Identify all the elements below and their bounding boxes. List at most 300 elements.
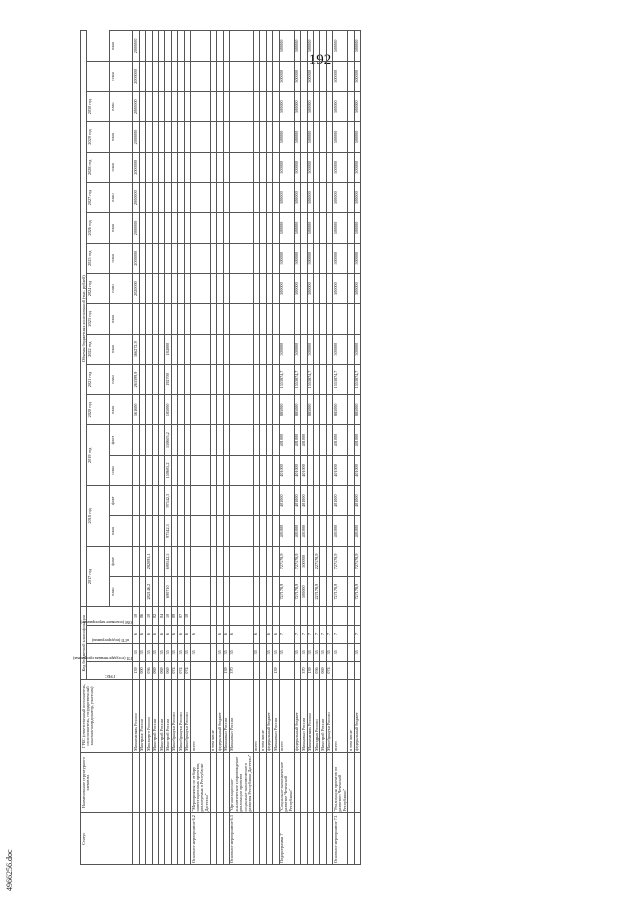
- row-value-cell: 500000: [279, 122, 294, 152]
- row-code-cell: 139: [307, 661, 313, 679]
- row-value-cell: 401000: [294, 425, 300, 455]
- row-code-cell: 069: [152, 661, 158, 679]
- row-value-cell: 1553874,7: [279, 364, 294, 394]
- header-plan: план: [110, 273, 133, 303]
- row-code-cell: 6: [152, 625, 158, 643]
- row-code-cell: 036: [146, 661, 152, 679]
- header-year-2030: 2030 год: [87, 92, 110, 122]
- row-code-cell: 069: [320, 661, 326, 679]
- row-code-cell: 06: [139, 607, 145, 625]
- row-code-cell: 6: [191, 625, 211, 643]
- row-code-cell: 000: [139, 661, 145, 679]
- row-grbs-cell: Минкомсвязь России: [133, 680, 139, 753]
- row-value-cell: 401000: [279, 516, 294, 546]
- row-code-cell: 069: [165, 661, 171, 679]
- row-value-cell: 727178,9: [294, 577, 300, 607]
- row-value-cell: 1553874,7: [307, 364, 313, 394]
- header-year-extra: [87, 61, 110, 91]
- row-code-cell: 6: [184, 625, 190, 643]
- header-plan: план: [110, 182, 133, 212]
- row-value-cell: 401000: [354, 425, 360, 455]
- row-value-cell: 500000: [354, 92, 360, 122]
- row-value-cell: [333, 304, 348, 334]
- row-value-cell: 500000: [354, 273, 360, 303]
- row-value-cell: 500000: [294, 182, 300, 212]
- table-row: [333, 31, 348, 865]
- row-code-cell: 7: [294, 625, 300, 643]
- row-grbs-cell: всего: [191, 680, 211, 753]
- row-value-cell: 401000: [333, 516, 348, 546]
- header-plan: план: [110, 395, 133, 425]
- header-year-2026: 2026 год: [87, 213, 110, 243]
- row-value-cell: 885000: [354, 395, 360, 425]
- row-code-cell: 7: [333, 625, 348, 643]
- row-code-cell: 6: [139, 625, 145, 643]
- row-value-cell: 500000: [307, 92, 313, 122]
- row-value-cell: 192700: [165, 364, 171, 394]
- row-grbs-cell: Минстрой России: [159, 680, 165, 753]
- row-code-cell: 10: [165, 607, 171, 625]
- row-grbs-cell: Минстрой России: [320, 680, 326, 753]
- row-code-cell: 6: [171, 625, 177, 643]
- row-code-cell: 7: [307, 625, 313, 643]
- row-value-cell: 561600: [133, 395, 139, 425]
- row-name-cell: "Мероприятия по отбору инвестиционных проектов, реализуемых в Республике Дагестан": [191, 752, 211, 813]
- row-grbs-cell: федеральный бюджет: [217, 680, 223, 753]
- row-code-cell: 6: [273, 625, 279, 643]
- row-value-cell: [191, 395, 211, 425]
- row-grbs-cell: федеральный бюджет: [294, 680, 300, 753]
- row-code-cell: 35: [326, 643, 332, 661]
- row-value-cell: 500000: [354, 213, 360, 243]
- row-status-cell: [354, 813, 360, 865]
- row-code-cell: 35: [184, 643, 190, 661]
- row-value-cell: 500000: [279, 243, 294, 273]
- row-grbs-cell: Минстрой России: [152, 680, 158, 753]
- row-value-cell: 401000: [354, 486, 360, 516]
- header-year-2018: 2018 год: [87, 486, 110, 547]
- row-value-cell: 885000: [294, 395, 300, 425]
- row-code-cell: 35: [159, 643, 165, 661]
- row-code-cell: 10: [146, 607, 152, 625]
- header-grbs-code: ГРБС: [87, 661, 133, 679]
- row-code-cell: 139: [223, 661, 229, 679]
- row-code-cell: 35: [279, 643, 294, 661]
- row-code-cell: 35: [217, 643, 223, 661]
- row-value-cell: [279, 304, 294, 334]
- row-value-cell: 2000000: [133, 152, 139, 182]
- header-grbs-desc: ГРБС (ответственный исполнитель, соисполнитель, государственный заказчик-координатор, участник): [81, 680, 133, 753]
- header-year-2029: 2029 год: [87, 122, 110, 152]
- row-code-cell: 6: [178, 625, 184, 643]
- table-row: [191, 31, 211, 865]
- row-grbs-cell: всего: [279, 680, 294, 753]
- row-code-cell: 139: [273, 661, 279, 679]
- row-code-cell: [191, 607, 211, 625]
- page-number: 192: [308, 52, 332, 68]
- row-value-cell: 401000: [279, 486, 294, 516]
- row-value-cell: 97542,3: [165, 516, 171, 546]
- row-value-cell: 500000: [307, 122, 313, 152]
- row-grbs-cell: Минкавказ России: [229, 680, 253, 753]
- header-fact: факт: [110, 546, 133, 576]
- row-value-cell: 500000: [294, 334, 300, 364]
- rotated-table-inner: [73, 30, 620, 865]
- header-year-2023: 2023 год: [87, 304, 110, 334]
- row-value-cell: 500000: [333, 122, 348, 152]
- row-code-cell: [354, 607, 360, 625]
- row-value-cell: 727178,9: [294, 546, 300, 576]
- row-value-cell: 885000: [279, 395, 294, 425]
- row-value-cell: 500000: [333, 243, 348, 273]
- row-value-cell: [229, 213, 253, 243]
- row-code-cell: 35: [165, 643, 171, 661]
- row-value-cell: [191, 334, 211, 364]
- row-code-cell: 35: [253, 643, 259, 661]
- row-grbs-cell: федеральный бюджет: [354, 680, 360, 753]
- table-row: [229, 31, 253, 865]
- row-value-cell: [191, 304, 211, 334]
- row-grbs-cell: Минкомсвязь России: [307, 680, 313, 753]
- header-year-2024: 2024 год: [87, 273, 110, 303]
- row-code-cell: 02: [152, 607, 158, 625]
- row-value-cell: 500000: [333, 213, 348, 243]
- row-code-cell: 09: [171, 607, 177, 625]
- row-value-cell: 2000000: [133, 122, 139, 152]
- row-value-cell: 1553874,7: [333, 364, 348, 394]
- row-value-cell: 227178,9: [314, 546, 320, 576]
- row-value-cell: 401000: [301, 425, 307, 455]
- header-year-2025: 2025 год: [87, 243, 110, 273]
- row-code-cell: 6: [223, 625, 229, 643]
- row-grbs-cell: Минобрнауки России: [178, 680, 184, 753]
- row-value-cell: 401000: [301, 455, 307, 485]
- row-value-cell: [191, 122, 211, 152]
- row-value-cell: 401000: [354, 516, 360, 546]
- header-plan: план: [110, 92, 133, 122]
- row-value-cell: 500000: [354, 122, 360, 152]
- row-grbs-cell: в том числе: [210, 680, 216, 753]
- row-value-cell: 401000: [333, 486, 348, 516]
- table-row: [279, 31, 294, 865]
- header-name: Наименование структурного элемента: [81, 752, 133, 813]
- row-value-cell: 727178,9: [354, 577, 360, 607]
- row-value-cell: [191, 486, 211, 516]
- row-value-cell: 2000000: [133, 213, 139, 243]
- row-code-cell: 35: [320, 643, 326, 661]
- row-value-cell: 401000: [294, 486, 300, 516]
- row-value-cell: 500000: [279, 92, 294, 122]
- row-code-cell: 069: [159, 661, 165, 679]
- row-value-cell: [229, 546, 253, 576]
- table-row: [354, 31, 360, 865]
- header-fact: факт: [110, 425, 133, 455]
- header-plan: план: [110, 516, 133, 546]
- row-code-cell: 7: [279, 625, 294, 643]
- row-code-cell: 35: [146, 643, 152, 661]
- row-value-cell: 282146,2: [146, 577, 152, 607]
- row-code-cell: 35: [171, 643, 177, 661]
- row-code-cell: 7: [314, 625, 320, 643]
- row-value-cell: [229, 395, 253, 425]
- row-code-cell: 35: [307, 643, 313, 661]
- row-value-cell: 401000: [294, 455, 300, 485]
- row-code-cell: [333, 607, 348, 625]
- row-value-cell: 500000: [279, 273, 294, 303]
- row-code-cell: 35: [333, 643, 348, 661]
- row-code-cell: 35: [133, 643, 139, 661]
- row-code-cell: [191, 661, 211, 679]
- row-code-cell: 35: [294, 643, 300, 661]
- row-grbs-cell: Минобрнауки России: [171, 680, 177, 753]
- row-status-cell: Основное мероприятие 7.1: [333, 813, 348, 865]
- row-value-cell: 500000: [294, 243, 300, 273]
- row-code-cell: 7: [354, 625, 360, 643]
- header-year-2022: 2022 год: [87, 334, 110, 364]
- row-value-cell: 500000: [307, 334, 313, 364]
- row-value-cell: 500000: [279, 152, 294, 182]
- row-code-cell: 35: [266, 643, 272, 661]
- row-value-cell: [191, 516, 211, 546]
- row-grbs-cell: всего: [333, 680, 348, 753]
- rotated-table-frame: [73, 30, 620, 865]
- row-code-cell: 056: [314, 661, 320, 679]
- row-code-cell: [354, 661, 360, 679]
- row-value-cell: 2020000: [133, 273, 139, 303]
- row-value-cell: 401000: [279, 425, 294, 455]
- row-value-cell: [191, 273, 211, 303]
- row-value-cell: [229, 486, 253, 516]
- row-status-cell: Основное мероприятие 6.3: [229, 813, 253, 865]
- row-value-cell: 500000: [307, 31, 313, 62]
- row-value-cell: 500000: [307, 213, 313, 243]
- row-value-cell: 690542,5: [165, 546, 171, 576]
- row-value-cell: 727178,9: [333, 546, 348, 576]
- row-value-cell: 500000: [307, 273, 313, 303]
- row-value-cell: [229, 152, 253, 182]
- row-code-cell: 6: [266, 625, 272, 643]
- row-code-cell: 7: [301, 625, 307, 643]
- row-value-cell: 2000000: [133, 61, 139, 91]
- row-value-cell: 401000: [279, 455, 294, 485]
- row-value-cell: 500000: [294, 152, 300, 182]
- row-value-cell: 500000: [333, 61, 348, 91]
- header-volume: Объемы бюджетных ассигнований (тыс. рублей): [81, 31, 87, 607]
- row-status-cell: Подпрограмма 7: [279, 813, 294, 865]
- row-grbs-cell: Минобрнауки России: [326, 680, 332, 753]
- row-value-cell: 1553874,7: [354, 364, 360, 394]
- row-code-cell: 07: [178, 607, 184, 625]
- row-code-cell: [333, 661, 348, 679]
- row-code-cell: 370: [229, 661, 253, 679]
- row-grbs-cell: всего: [253, 680, 259, 753]
- header-year-2021: 2021 год: [87, 364, 110, 394]
- row-code-cell: 6: [159, 625, 165, 643]
- row-code-cell: 35: [191, 643, 211, 661]
- row-value-cell: 500000: [301, 577, 307, 607]
- row-value-cell: 500000: [301, 546, 307, 576]
- row-value-cell: [191, 425, 211, 455]
- row-value-cell: 184000: [165, 334, 171, 364]
- row-grbs-cell: Минстрой России: [165, 680, 171, 753]
- row-value-cell: [229, 364, 253, 394]
- table-body: [133, 31, 361, 865]
- header-year-2027: 2027 год: [87, 182, 110, 212]
- row-value-cell: [229, 334, 253, 364]
- row-value-cell: 500000: [279, 182, 294, 212]
- row-value-cell: 727178,9: [279, 577, 294, 607]
- header-plan: план: [110, 243, 133, 273]
- row-value-cell: 500000: [294, 92, 300, 122]
- row-value-cell: [191, 182, 211, 212]
- row-grbs-cell: Минтранс России: [139, 680, 145, 753]
- row-value-cell: 2000000: [133, 182, 139, 212]
- header-budget-code: Код бюджетной классификации: [81, 607, 87, 680]
- row-value-cell: [229, 61, 253, 91]
- row-value-cell: [191, 577, 211, 607]
- row-value-cell: 500000: [354, 243, 360, 273]
- row-name-cell: "Реализация проектов по развитию Чеченской Республики": [333, 752, 348, 813]
- header-fact: факт: [110, 486, 133, 516]
- row-value-cell: 500000: [279, 334, 294, 364]
- row-code-cell: 6: [217, 625, 223, 643]
- row-value-cell: 885000: [333, 395, 348, 425]
- row-code-cell: 6: [229, 625, 253, 643]
- row-code-cell: 35: [273, 643, 279, 661]
- row-value-cell: 885000: [307, 395, 313, 425]
- row-code-cell: 35: [229, 643, 253, 661]
- row-value-cell: [229, 455, 253, 485]
- row-value-cell: 401000: [354, 455, 360, 485]
- row-value-cell: [191, 455, 211, 485]
- budget-table: [73, 30, 361, 865]
- row-code-cell: 35: [152, 643, 158, 661]
- row-value-cell: 500000: [333, 31, 348, 62]
- row-value-cell: 500000: [354, 334, 360, 364]
- row-code-cell: 35: [314, 643, 320, 661]
- row-code-cell: 7: [326, 625, 332, 643]
- row-name-cell: "Социально-экономическое развитие Чеченской Республики": [279, 752, 294, 813]
- row-value-cell: 500000: [307, 152, 313, 182]
- row-value-cell: [229, 516, 253, 546]
- row-code-cell: 6: [165, 625, 171, 643]
- row-value-cell: 2000000: [133, 31, 139, 62]
- row-value-cell: 500000: [294, 31, 300, 62]
- row-grbs-cell: Минкавказ России: [223, 680, 229, 753]
- row-code-cell: 6: [133, 625, 139, 643]
- header-plan: план: [110, 364, 133, 394]
- row-value-cell: 401000: [301, 516, 307, 546]
- row-code-cell: 10: [184, 607, 190, 625]
- row-value-cell: [229, 273, 253, 303]
- header-plan: план: [110, 334, 133, 364]
- row-value-cell: 401000: [333, 425, 348, 455]
- row-value-cell: [191, 61, 211, 91]
- row-value-cell: 500000: [279, 31, 294, 62]
- row-code-cell: 35: [301, 643, 307, 661]
- row-value-cell: 500000: [354, 31, 360, 62]
- row-value-cell: 500000: [333, 182, 348, 212]
- row-value-cell: 263399,9: [133, 364, 139, 394]
- row-value-cell: 690710: [165, 577, 171, 607]
- row-value-cell: [229, 122, 253, 152]
- row-value-cell: [191, 152, 211, 182]
- header-year-2017: 2017 год: [87, 546, 110, 607]
- header-plan: план: [110, 61, 133, 91]
- row-value-cell: 500000: [307, 243, 313, 273]
- header-plan: план: [110, 577, 133, 607]
- row-code-cell: [279, 661, 294, 679]
- row-value-cell: [229, 92, 253, 122]
- row-code-cell: 074: [184, 661, 190, 679]
- row-code-cell: 04: [159, 607, 165, 625]
- row-value-cell: 500000: [354, 61, 360, 91]
- header-plan: план: [110, 122, 133, 152]
- row-value-cell: 500000: [333, 92, 348, 122]
- row-value-cell: 500000: [333, 152, 348, 182]
- row-grbs-cell: Минкавказ России: [301, 680, 307, 753]
- header-plan: план: [110, 455, 133, 485]
- row-value-cell: [191, 364, 211, 394]
- row-value-cell: [229, 243, 253, 273]
- row-value-cell: [229, 304, 253, 334]
- row-code-cell: [229, 607, 253, 625]
- row-value-cell: [229, 425, 253, 455]
- header-year-2020: 2020 год: [87, 395, 110, 425]
- row-code-cell: 370: [301, 661, 307, 679]
- row-value-cell: 500000: [279, 61, 294, 91]
- row-value-cell: 500000: [294, 273, 300, 303]
- row-value-cell: [191, 546, 211, 576]
- row-value-cell: 500000: [307, 61, 313, 91]
- row-value-cell: 401000: [294, 516, 300, 546]
- row-code-cell: 35: [178, 643, 184, 661]
- header-year-2028: 2028 год: [87, 152, 110, 182]
- row-code-cell: 6: [146, 625, 152, 643]
- header-status: Статус: [81, 813, 133, 865]
- row-value-cell: 2000000: [133, 243, 139, 273]
- row-value-cell: [191, 213, 211, 243]
- row-code-cell: 074: [171, 661, 177, 679]
- row-grbs-cell: Минздрав России: [314, 680, 320, 753]
- row-code-cell: 10: [133, 607, 139, 625]
- row-value-cell: [229, 577, 253, 607]
- row-value-cell: [229, 31, 253, 62]
- row-value-cell: [229, 182, 253, 212]
- row-value-cell: 401000: [301, 486, 307, 516]
- header-plan: план: [110, 31, 133, 62]
- row-value-cell: 401000: [333, 455, 348, 485]
- row-value-cell: 227178,9: [314, 577, 320, 607]
- row-code-cell: 7: [320, 625, 326, 643]
- row-status-cell: Основное мероприятие 6.2: [191, 813, 211, 865]
- row-value-cell: 500000: [354, 182, 360, 212]
- row-value-cell: [354, 304, 360, 334]
- header-plan: план: [110, 213, 133, 243]
- row-value-cell: 1553874,7: [294, 364, 300, 394]
- row-value-cell: 166272,9: [133, 334, 139, 364]
- header-om: ОМ (основное мероприятие): [87, 607, 133, 625]
- row-code-cell: 074: [326, 661, 332, 679]
- row-code-cell: 074: [178, 661, 184, 679]
- row-name-cell: [354, 752, 360, 813]
- row-grbs-cell: Минкавказ России: [273, 680, 279, 753]
- row-value-cell: 150605,2: [165, 455, 171, 485]
- row-value-cell: 500000: [279, 213, 294, 243]
- header-pgp: пГП (подпрограмма): [87, 625, 133, 643]
- row-value-cell: [191, 92, 211, 122]
- header-plan: план: [110, 304, 133, 334]
